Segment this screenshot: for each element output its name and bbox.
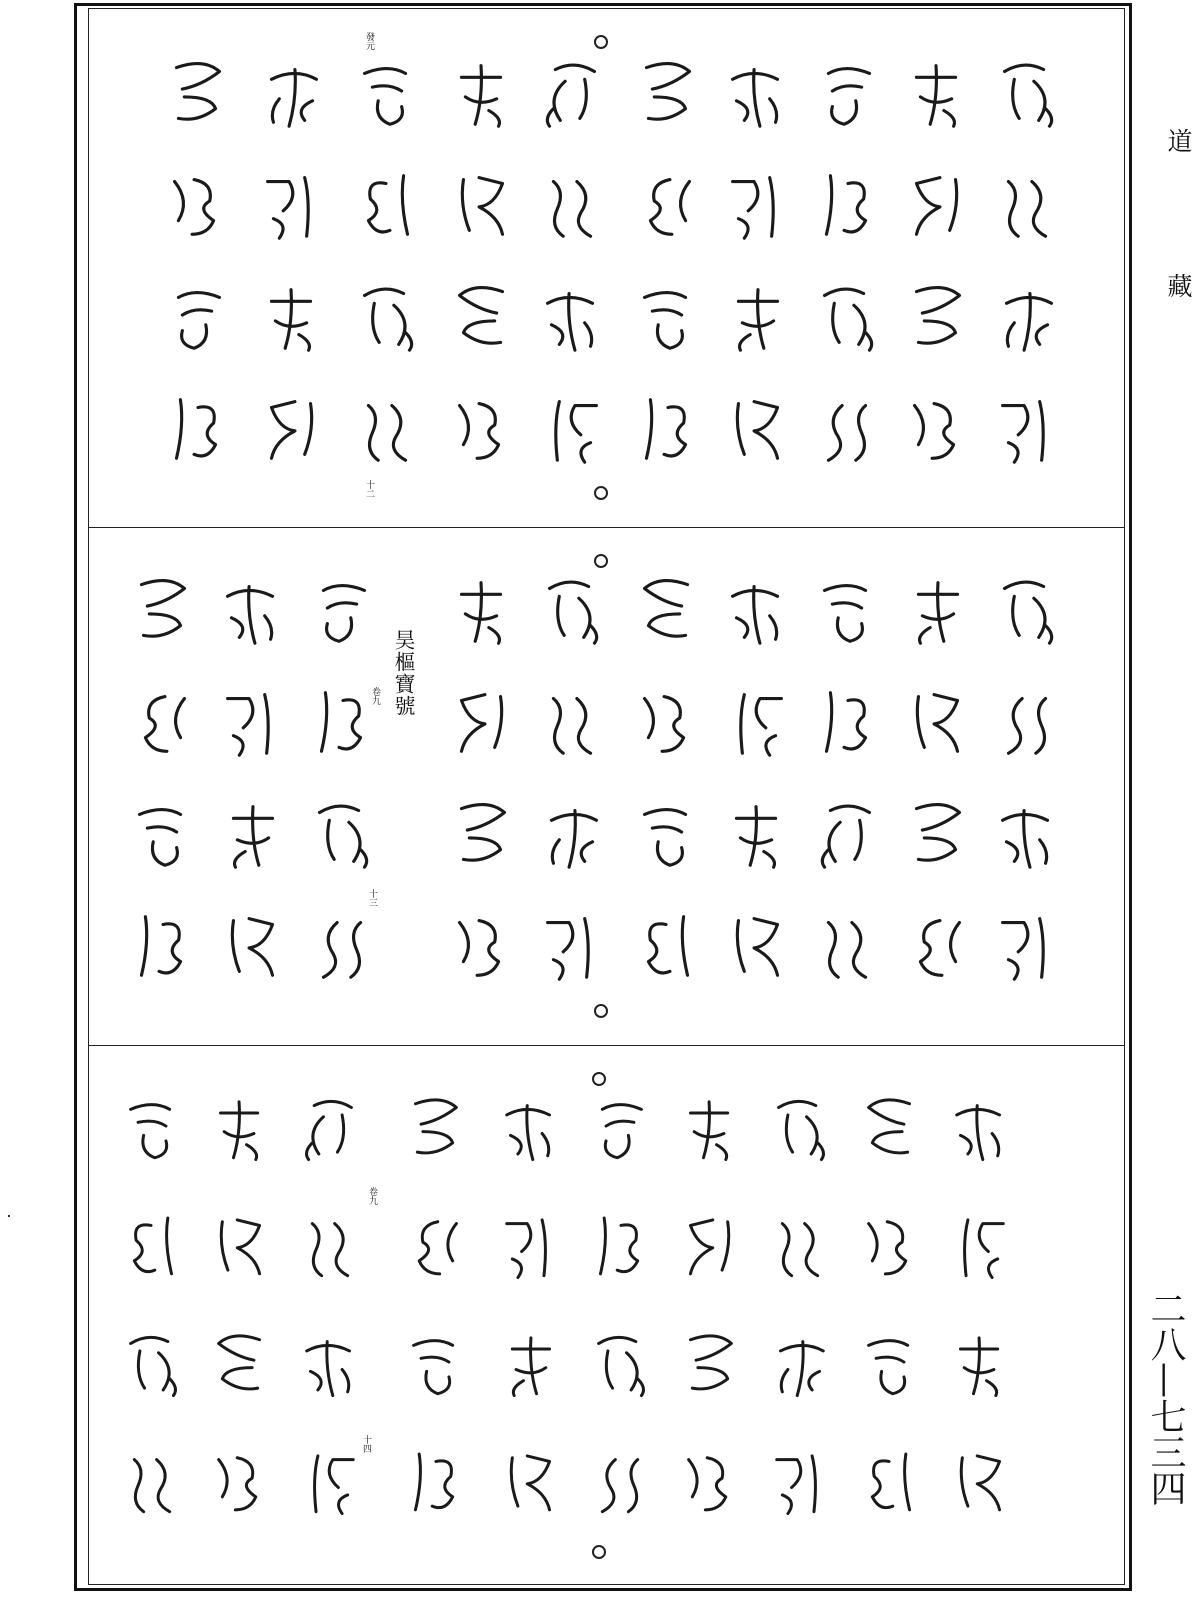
seal-script-glyph [290, 1087, 370, 1167]
seal-script-glyph [155, 386, 239, 470]
seal-script-glyph [805, 903, 889, 987]
seal-script-glyph [250, 386, 334, 470]
seal-script-glyph [290, 1205, 370, 1285]
seal-script-glyph [155, 50, 239, 134]
panel-top [90, 10, 1123, 526]
seal-script-glyph [625, 903, 709, 987]
seal-script-glyph [895, 903, 979, 987]
seal-script-glyph [985, 679, 1069, 763]
panel-middle [90, 529, 1123, 1044]
seal-script-glyph [530, 274, 614, 358]
seal-script-glyph [850, 1441, 930, 1521]
seal-script-glyph [715, 386, 799, 470]
seal-script-glyph [440, 162, 524, 246]
seal-script-glyph [985, 274, 1069, 358]
seal-script-glyph [895, 791, 979, 875]
page-number: 二八—七三四 [1145, 1290, 1186, 1506]
panel-divider-2 [88, 1045, 1125, 1046]
seal-script-glyph [805, 274, 889, 358]
seal-script-glyph [985, 903, 1069, 987]
seal-script-glyph [985, 791, 1069, 875]
seal-script-glyph [760, 1205, 840, 1285]
seal-script-glyph [120, 679, 204, 763]
note-top-bottom: 十二 [364, 480, 374, 498]
seal-script-glyph [300, 567, 384, 651]
seal-script-glyph [940, 1323, 1020, 1403]
seal-script-glyph [805, 162, 889, 246]
seal-script-glyph [580, 1441, 660, 1521]
seal-script-glyph [440, 903, 524, 987]
seal-script-glyph [530, 791, 614, 875]
seal-script-glyph [395, 1441, 475, 1521]
seal-script-glyph [210, 567, 294, 651]
section-circle [594, 35, 608, 49]
seal-script-glyph [715, 162, 799, 246]
seal-script-glyph [715, 50, 799, 134]
seal-script-glyph [805, 567, 889, 651]
seal-script-glyph [345, 274, 429, 358]
seal-script-glyph [395, 1205, 475, 1285]
panel-bottom [90, 1047, 1123, 1585]
seal-script-glyph [670, 1441, 750, 1521]
seal-script-glyph [120, 791, 204, 875]
seal-script-glyph [440, 679, 524, 763]
seal-script-glyph [112, 1087, 192, 1167]
seal-script-glyph [120, 567, 204, 651]
seal-script-glyph [440, 567, 524, 651]
note-mid-title: 卷九 [370, 687, 380, 705]
seal-script-glyph [895, 679, 979, 763]
seal-script-glyph [985, 386, 1069, 470]
seal-script-glyph [345, 50, 429, 134]
seal-script-glyph [940, 1205, 1020, 1285]
seal-script-glyph [850, 1323, 930, 1403]
seal-script-glyph [210, 903, 294, 987]
seal-script-glyph [300, 791, 384, 875]
seal-script-glyph [670, 1323, 750, 1403]
seal-script-glyph [440, 791, 524, 875]
seal-script-glyph [580, 1323, 660, 1403]
note-bottom-mid: 卷九 [367, 1187, 377, 1205]
seal-script-glyph [625, 274, 709, 358]
seal-script-glyph [940, 1441, 1020, 1521]
seal-script-glyph [895, 274, 979, 358]
seal-script-glyph [490, 1087, 570, 1167]
seal-script-glyph [940, 1087, 1020, 1167]
seal-script-glyph [530, 903, 614, 987]
seal-script-glyph [530, 567, 614, 651]
margin-speck [8, 1215, 10, 1217]
seal-script-glyph [625, 679, 709, 763]
seal-script-glyph [715, 791, 799, 875]
seal-script-glyph [210, 679, 294, 763]
section-circle [594, 486, 608, 500]
seal-script-glyph [530, 162, 614, 246]
seal-script-glyph [440, 50, 524, 134]
seal-script-glyph [760, 1441, 840, 1521]
seal-script-glyph [625, 791, 709, 875]
seal-script-glyph [300, 903, 384, 987]
seal-script-glyph [895, 50, 979, 134]
seal-script-glyph [625, 386, 709, 470]
note-top: 發元 [364, 32, 374, 50]
seal-script-glyph [805, 791, 889, 875]
seal-script-glyph [670, 1087, 750, 1167]
section-title: 昊樞寶號 [392, 629, 416, 717]
seal-script-glyph [490, 1205, 570, 1285]
seal-script-glyph [715, 903, 799, 987]
seal-script-glyph [805, 679, 889, 763]
seal-script-glyph [715, 679, 799, 763]
seal-script-glyph [120, 903, 204, 987]
seal-script-glyph [200, 1323, 280, 1403]
seal-script-glyph [200, 1205, 280, 1285]
seal-script-glyph [290, 1441, 370, 1521]
seal-script-glyph [580, 1087, 660, 1167]
note-mid-bottom: 十三 [367, 889, 377, 907]
section-circle [592, 1072, 606, 1086]
seal-script-glyph [805, 50, 889, 134]
section-circle [594, 554, 608, 568]
glyph-grid-bottom [90, 1047, 1123, 1585]
seal-script-glyph [530, 386, 614, 470]
seal-script-glyph [985, 567, 1069, 651]
seal-script-glyph [625, 50, 709, 134]
seal-script-glyph [580, 1205, 660, 1285]
section-circle [594, 1004, 608, 1018]
seal-script-glyph [895, 386, 979, 470]
seal-script-glyph [670, 1205, 750, 1285]
seal-script-glyph [490, 1441, 570, 1521]
seal-script-glyph [290, 1323, 370, 1403]
seal-script-glyph [760, 1323, 840, 1403]
seal-script-glyph [155, 162, 239, 246]
seal-script-glyph [530, 50, 614, 134]
seal-script-glyph [760, 1087, 840, 1167]
seal-script-glyph [440, 274, 524, 358]
panel-divider-1 [88, 527, 1125, 528]
seal-script-glyph [250, 274, 334, 358]
seal-script-glyph [625, 567, 709, 651]
seal-script-glyph [200, 1087, 280, 1167]
seal-script-glyph [155, 274, 239, 358]
seal-script-glyph [250, 162, 334, 246]
seal-script-glyph [850, 1087, 930, 1167]
seal-script-glyph [850, 1205, 930, 1285]
seal-script-glyph [200, 1441, 280, 1521]
seal-script-glyph [250, 50, 334, 134]
seal-script-glyph [625, 162, 709, 246]
seal-script-glyph [895, 162, 979, 246]
seal-script-glyph [210, 791, 294, 875]
seal-script-glyph [805, 386, 889, 470]
seal-script-glyph [530, 679, 614, 763]
seal-script-glyph [440, 386, 524, 470]
section-circle [592, 1545, 606, 1559]
seal-script-glyph [895, 567, 979, 651]
seal-script-glyph [112, 1441, 192, 1521]
seal-script-glyph [112, 1323, 192, 1403]
glyph-grid-top [90, 10, 1123, 526]
note-bottom-low: 十四 [361, 1435, 371, 1453]
book-title: 道藏 [1164, 128, 1193, 418]
seal-script-glyph [715, 274, 799, 358]
seal-script-glyph [112, 1205, 192, 1285]
seal-script-glyph [395, 1323, 475, 1403]
seal-script-glyph [985, 162, 1069, 246]
seal-script-glyph [490, 1323, 570, 1403]
seal-script-glyph [345, 386, 429, 470]
seal-script-glyph [985, 50, 1069, 134]
seal-script-glyph [395, 1087, 475, 1167]
glyph-grid-middle [90, 529, 1123, 1044]
seal-script-glyph [715, 567, 799, 651]
seal-script-glyph [345, 162, 429, 246]
